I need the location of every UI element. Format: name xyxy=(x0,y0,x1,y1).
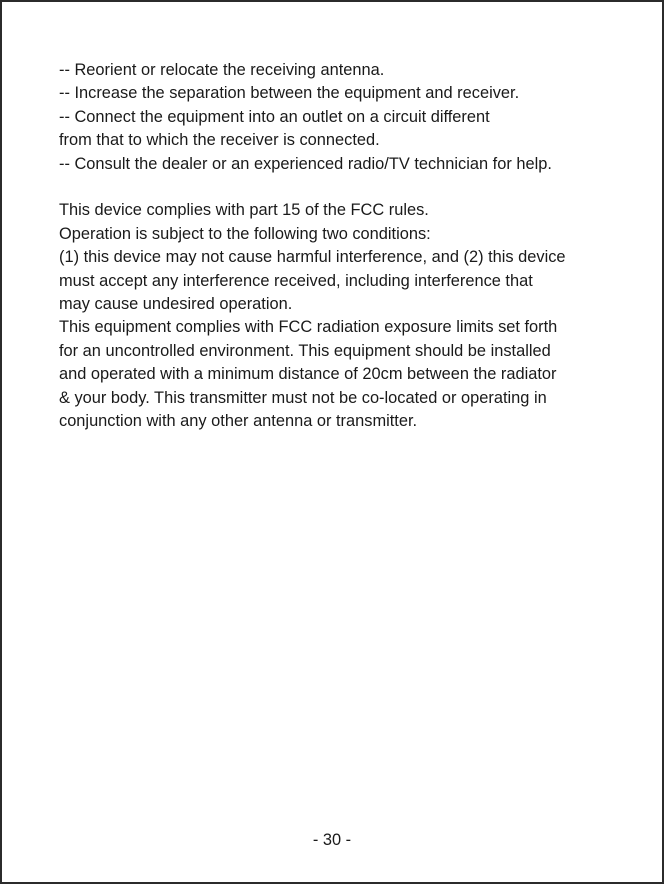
compliance-line: Operation is subject to the following two conditions: xyxy=(59,224,431,243)
paragraph-spacer xyxy=(59,176,619,199)
fcc-compliance-statement xyxy=(59,199,619,433)
compliance-line: and operated with a minimum distance of 20cm between the radiator xyxy=(59,365,557,384)
compliance-line: conjunction with any other antenna or transmitter. xyxy=(59,412,418,431)
instruction-connect-outlet: -- Connect the equipment into an outlet on a circuit different xyxy=(59,107,490,126)
page-number: - 30 - xyxy=(312,831,352,849)
compliance-line: must accept any interference received, including interference that xyxy=(59,271,533,290)
compliance-line: & your body. This transmitter must not be co-located or operating in xyxy=(59,388,547,407)
compliance-line: (1) this device may not cause harmful interference, and (2) this device xyxy=(59,248,566,267)
compliance-line: may cause undesired operation. xyxy=(59,295,293,314)
instruction-consult-dealer: -- Consult the dealer or an experienced radio/TV technician for help. xyxy=(59,154,552,173)
instruction-connect-outlet-continued: from that to which the receiver is connected. xyxy=(59,131,380,150)
compliance-line: This device complies with part 15 of the FCC rules. xyxy=(59,201,429,220)
instruction-reorient-antenna: -- Reorient or relocate the receiving antenna. xyxy=(59,61,385,79)
interference-instructions xyxy=(59,59,619,176)
page-body xyxy=(59,59,619,433)
instruction-increase-separation: -- Increase the separation between the equipment and receiver. xyxy=(59,84,520,103)
compliance-line: for an uncontrolled environment. This equipment should be installed xyxy=(59,341,551,360)
compliance-line: This equipment complies with FCC radiation exposure limits set forth xyxy=(59,318,558,337)
